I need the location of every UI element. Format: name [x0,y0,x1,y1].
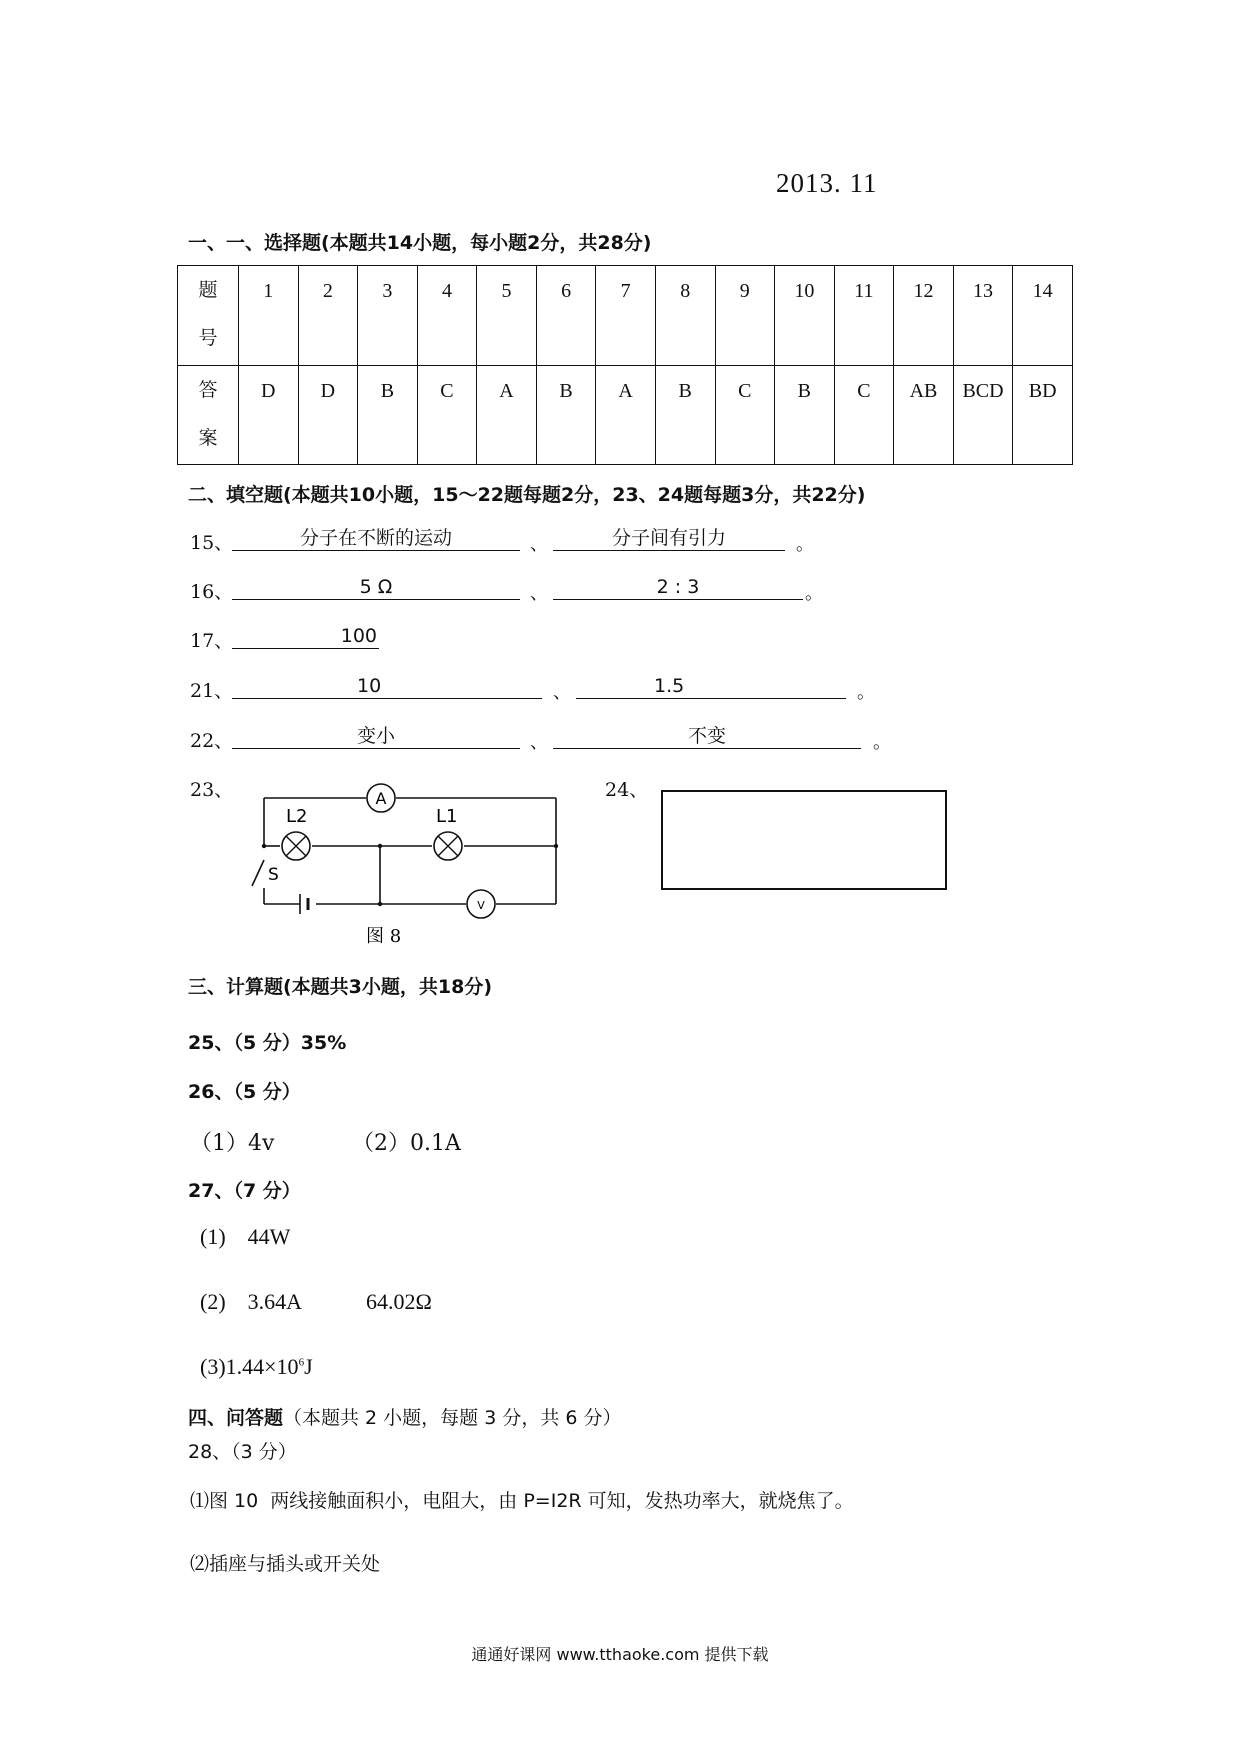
separator: 、 [553,682,571,703]
section3-heading: 三、计算题(本题共3小题，共18分) [188,976,493,998]
separator: 、 [530,534,548,555]
q28-title: 28、（3 分） [188,1441,297,1463]
period: 。 [805,583,823,604]
table-row-numbers [178,266,1073,366]
section1-heading: 一、一、选择题(本题共14小题，每小题2分，共28分) [188,232,652,254]
table-cell: D [298,365,358,465]
q23-number: 23、 [190,779,234,801]
period: 。 [796,534,814,555]
table-cell: 12 [894,266,954,366]
period: 。 [873,732,891,753]
page-footer: 通通好课网 www.tthaoke.com 提供下载 [471,1645,769,1664]
table-cell: BCD [953,365,1013,465]
q15-number: 15、 [190,532,234,554]
table-cell: 4 [417,266,477,366]
q21-number: 21、 [190,680,234,702]
section2-heading: 二、填空题(本题共10小题，15～22题每题2分，23、24题每题3分，共22分) [188,484,866,506]
answer-table [177,265,1073,465]
table-cell: 2 [298,266,358,366]
table-cell: C [834,365,894,465]
table-cell: 3 [358,266,418,366]
q24-answer-box [661,790,947,890]
separator: 、 [530,583,548,604]
table-cell: 7 [596,266,656,366]
table-cell: 8 [655,266,715,366]
q17-answer: 100 [232,624,379,649]
table-row-answers [178,365,1073,465]
lamp-l2-label: L2 [286,806,308,827]
ammeter-label: A [375,789,387,808]
q26-answer-1: （1）4v [190,1131,275,1156]
row-label-answer: 答 案 [178,365,239,465]
q16-answer-a: 5 Ω [232,575,520,600]
section4-heading: 四、问答题（本题共 2 小题，每题 3 分，共 6 分） [188,1407,622,1429]
lamp-l1-symbol [434,806,462,860]
lamp-l2-symbol [282,806,310,860]
exam-date: 2013. 11 [776,168,878,198]
table-cell: 14 [1013,266,1073,366]
table-cell: A [477,365,537,465]
q27-answer-2a: (2) 3.64A [200,1289,303,1314]
table-cell: A [596,365,656,465]
q22-answer-b: 不变 [553,724,861,749]
table-cell: B [358,365,418,465]
q25-answer: 25、（5 分）35% [188,1032,347,1054]
table-cell: B [536,365,596,465]
q16-number: 16、 [190,581,234,603]
q27-answer-1: (1) 44W [200,1224,291,1249]
table-cell: D [239,365,299,465]
table-cell: 10 [775,266,835,366]
q22-number: 22、 [190,730,234,752]
table-cell: AB [894,365,954,465]
table-cell: 6 [536,266,596,366]
q27-title: 27、（7 分） [188,1180,301,1202]
table-cell: C [417,365,477,465]
q15-answer-a: 分子在不断的运动 [232,526,520,551]
separator: 、 [530,732,548,753]
q24-number: 24、 [605,779,649,801]
table-cell: B [655,365,715,465]
q28-answer-2: ⑵插座与插头或开关处 [190,1553,381,1575]
q28-answer-1: ⑴图 10 两线接触面积小，电阻大，由 P=I2R 可知，发热功率大，就烧焦了。 [190,1490,854,1512]
q22-answer-a: 变小 [232,724,520,749]
table-cell: 13 [953,266,1013,366]
voltmeter-label: V [477,899,485,912]
table-cell: 1 [239,266,299,366]
q21-answer-a: 10 [232,674,542,699]
table-cell: B [775,365,835,465]
table-cell: 11 [834,266,894,366]
q17-number: 17、 [190,630,234,652]
q26-title: 26、（5 分） [188,1081,301,1103]
voltmeter-symbol [467,890,495,918]
q16-answer-b: 2 : 3 [553,575,803,600]
table-cell: BD [1013,365,1073,465]
ammeter-symbol [367,784,395,812]
switch-label: S [268,865,279,885]
circuit-diagram [240,770,570,950]
row-label-number: 题 号 [178,266,239,366]
q21-answer-b: 1.5 [576,674,846,699]
q26-answer-2: （2）0.1A [352,1131,461,1156]
q15-answer-b: 分子间有引力 [553,526,785,551]
q27-answer-3: $(3)1.44\times 10^6J$ [200,1354,313,1379]
figure-caption: 图 8 [366,926,402,947]
lamp-l1-label: L1 [436,806,458,827]
table-cell: 9 [715,266,775,366]
table-cell: C [715,365,775,465]
table-cell: 5 [477,266,537,366]
q27-answer-2b: 64.02Ω [366,1289,432,1314]
period: 。 [857,682,875,703]
